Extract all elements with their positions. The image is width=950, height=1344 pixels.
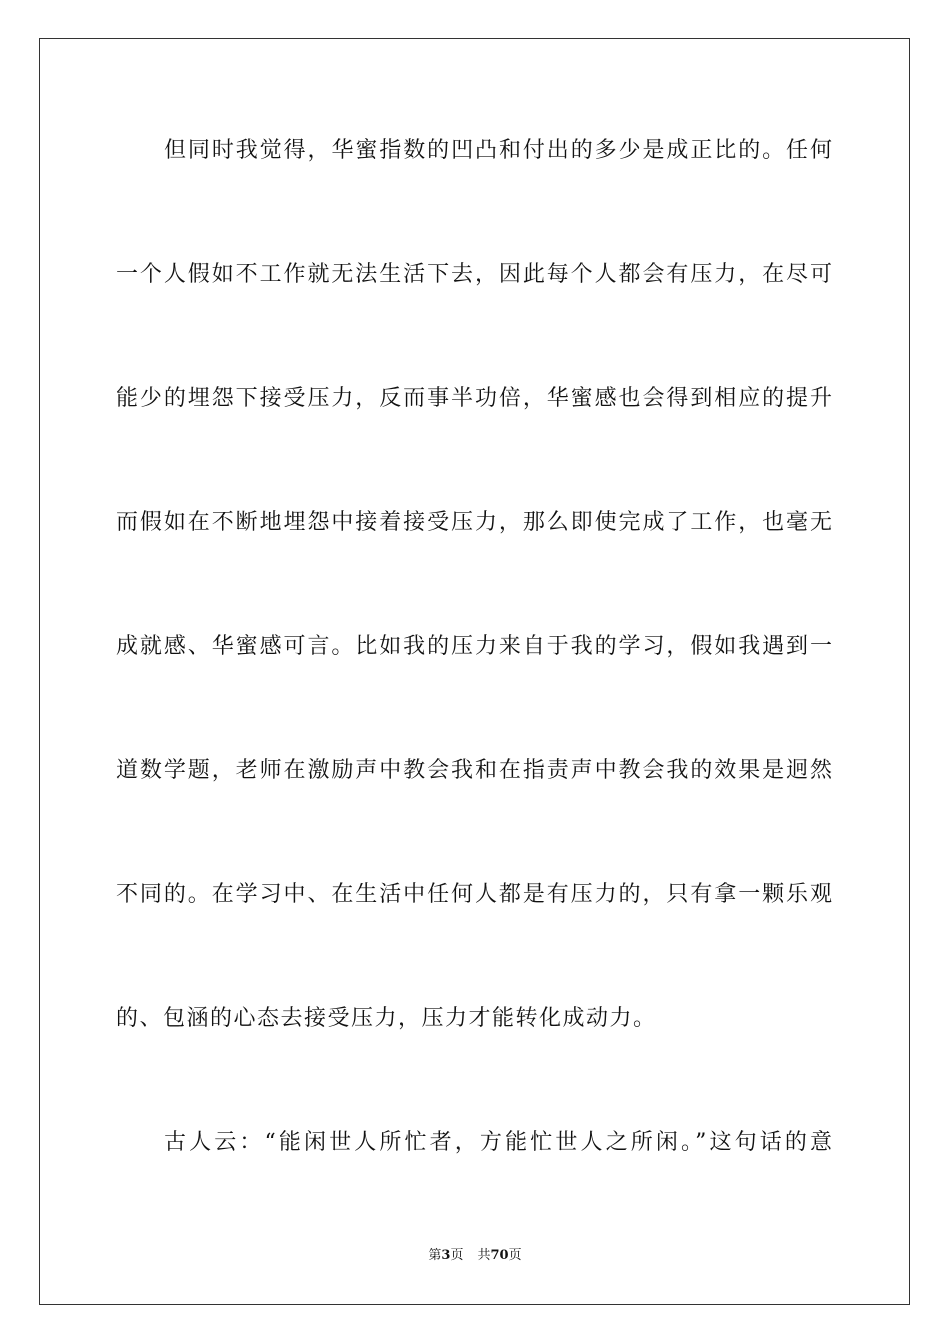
body-line-6: 道数学题，老师在激励声中教会我和在指责声中教会我的效果是迥然 [116,758,832,783]
total-suffix: 页 [508,1248,522,1263]
page-prefix: 第 [428,1248,442,1263]
body-line-9: 古人云：“能闲世人所忙者，方能忙世人之所闲。”这句话的意 [164,1130,832,1155]
total-prefix: 共 [477,1248,491,1263]
page-footer [0,1247,950,1265]
body-line-7: 不同的。在学习中、在生活中任何人都是有压力的，只有拿一颗乐观 [116,882,832,907]
body-line-4: 而假如在不断地埋怨中接着接受压力，那么即使完成了工作，也毫无 [116,510,832,535]
body-line-5: 成就感、华蜜感可言。比如我的压力来自于我的学习，假如我遇到一 [116,634,832,659]
page-border [39,38,910,1305]
body-line-2: 一个人假如不工作就无法生活下去，因此每个人都会有压力，在尽可 [116,262,832,287]
total-pages: 70 [490,1248,509,1263]
page-suffix: 页 [450,1248,464,1263]
body-line-3: 能少的埋怨下接受压力，反而事半功倍，华蜜感也会得到相应的提升 [116,386,832,411]
page-number: 3 [441,1248,451,1263]
body-line-8: 的、包涵的心态去接受压力，压力才能转化成动力。 [116,1006,657,1031]
body-line-1: 但同时我觉得，华蜜指数的凹凸和付出的多少是成正比的。任何 [164,138,832,163]
